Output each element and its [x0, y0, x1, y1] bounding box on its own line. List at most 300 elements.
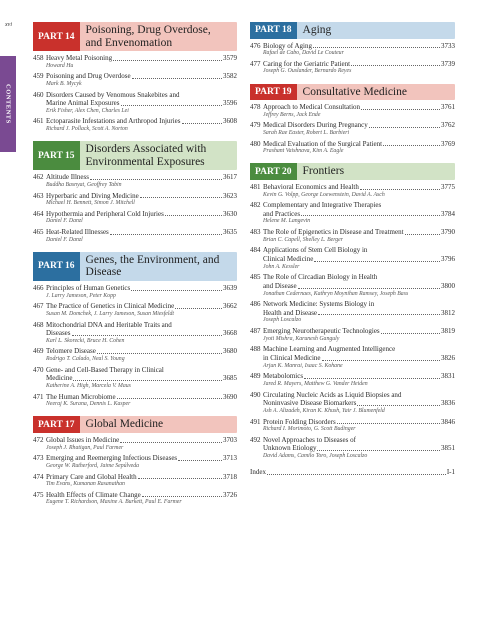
chapter-entry[interactable] — [33, 436, 237, 452]
chapter-number: 484 — [250, 246, 261, 255]
part-header — [250, 22, 455, 39]
dot-leader — [267, 474, 446, 475]
dot-leader — [120, 442, 222, 443]
chapter-title: Applications of Stem Cell Biology in — [263, 246, 368, 255]
chapter-title-cont: Medicine — [46, 374, 73, 383]
chapter-authors: Kevin G. Volpp, George Loewenstein, David A. Asch — [263, 191, 385, 198]
chapter-line — [250, 354, 455, 363]
dot-leader — [301, 215, 440, 216]
chapter-number: 491 — [250, 417, 261, 426]
chapter-title: Poisoning and Drug Overdose — [46, 72, 131, 81]
contents-side-tab — [0, 56, 16, 152]
dot-leader — [405, 234, 440, 235]
chapter-page: 3826 — [441, 354, 455, 363]
chapter-line — [250, 282, 455, 291]
chapter-line — [250, 345, 455, 354]
chapter-line — [250, 183, 455, 192]
chapter-title: Novel Approaches to Diseases of — [263, 435, 356, 444]
part-header — [250, 84, 455, 101]
chapter-authors: Howard Hu — [46, 62, 74, 69]
chapter-title: Behavioral Economics and Health — [263, 182, 359, 191]
chapter-authors: Buddha Basnyat, Geoffrey Tabin — [46, 181, 122, 188]
part-title — [297, 163, 351, 180]
chapter-line — [33, 99, 237, 108]
part-header — [33, 252, 237, 281]
chapter-entry[interactable] — [250, 103, 455, 119]
chapter-title: Medical Evaluation of the Surgical Patient — [263, 139, 383, 148]
chapter-number: 485 — [250, 273, 261, 282]
part-title — [80, 416, 170, 433]
chapter-title: Machine Learning and Augmented Intelligence — [263, 345, 396, 354]
dot-leader — [113, 60, 222, 61]
chapter-line — [250, 60, 455, 69]
part-title-line: Genes, the Environment, and Disease — [85, 253, 220, 279]
chapter-entry[interactable] — [33, 366, 237, 390]
chapter-line — [33, 393, 237, 402]
chapter-number: 481 — [250, 182, 261, 191]
part-title-line: Disorders Associated with — [85, 143, 207, 156]
chapter-page: 3796 — [441, 255, 455, 264]
chapter-entry[interactable] — [33, 173, 237, 189]
chapter-number: 465 — [33, 228, 44, 237]
chapter-number: 458 — [33, 54, 44, 62]
part-title-line: Environmental Exposures — [85, 155, 205, 168]
chapter-entry[interactable] — [250, 60, 455, 76]
chapter-number: 470 — [33, 365, 44, 374]
chapter-authors: Erik Fisher, Alex Chen, Charles Lei — [46, 107, 129, 114]
chapter-authors: Rodrigo T. Calado, Neal S. Young — [46, 356, 125, 363]
chapter-title: Heat-Related Illnesses — [46, 228, 109, 237]
chapter-title: Heavy Metal Poisoning — [46, 54, 113, 62]
chapter-authors: Daniel F. Danzl — [46, 218, 83, 225]
chapter-number: 472 — [33, 435, 44, 444]
chapter-entry[interactable] — [250, 345, 455, 369]
part-label: PART 15 — [33, 141, 80, 170]
part-title-line: Poisoning, Drug Overdose, — [85, 24, 211, 36]
index-label: Index — [250, 468, 266, 477]
dot-leader — [121, 105, 223, 106]
chapter-entry[interactable] — [250, 300, 455, 324]
chapter-entry[interactable] — [33, 91, 237, 115]
chapter-page: 3762 — [441, 121, 455, 130]
chapter-number: 462 — [33, 173, 44, 182]
chapter-line — [250, 228, 455, 237]
dot-leader — [131, 290, 222, 291]
chapter-line — [250, 309, 455, 318]
chapter-number: 474 — [33, 472, 44, 481]
dot-leader — [369, 127, 440, 128]
chapter-number: 461 — [33, 117, 44, 126]
dot-leader — [381, 333, 440, 334]
chapter-page: 3775 — [441, 182, 455, 191]
chapter-page: 3790 — [441, 228, 455, 237]
dot-leader — [317, 450, 440, 451]
chapter-page: 3819 — [441, 327, 455, 336]
chapter-title: Mitochondrial DNA and Heritable Traits and — [46, 320, 172, 329]
part-title — [297, 22, 338, 39]
chapter-title: Network Medicine: Systems Biology in — [263, 300, 375, 309]
chapter-title: Disorders Caused by Venomous Snakebites and — [46, 90, 180, 99]
chapter-title-cont: Diseases — [46, 329, 71, 338]
chapter-title: Emerging and Reemerging Infectious Diseases — [46, 454, 178, 463]
part-title-line: Global Medicine — [85, 418, 164, 431]
chapter-number: 464 — [33, 209, 44, 218]
chapter-entry[interactable] — [33, 117, 237, 133]
chapter-line — [33, 72, 237, 81]
chapter-page: 3718 — [223, 472, 237, 481]
chapter-line — [250, 121, 455, 130]
dot-leader — [142, 496, 222, 497]
chapter-number: 488 — [250, 345, 261, 354]
chapter-title: Medical Disorders During Pregnancy — [263, 121, 368, 130]
chapter-authors: David Adams, Camilo Toro, Joseph Loscalzo — [263, 453, 368, 459]
part-section — [250, 163, 455, 460]
chapter-number: 471 — [33, 392, 44, 401]
part-header — [33, 416, 237, 433]
chapter-title: The Human Microbiome — [46, 392, 116, 401]
part-header — [33, 22, 237, 51]
chapter-page: 3623 — [223, 191, 237, 200]
chapter-number: 473 — [33, 454, 44, 463]
chapter-authors: Jyoti Mishra, Karunesh Ganguly — [263, 335, 340, 342]
chapter-entry[interactable] — [250, 418, 455, 434]
chapter-entry[interactable] — [250, 228, 455, 244]
chapter-authors: George W. Rutherford, Jaime Sepúlveda — [46, 462, 140, 469]
chapter-authors: Katherine A. High, Marcela V. Maus — [46, 382, 131, 389]
chapter-line — [250, 201, 455, 210]
chapter-authors: Joseph J. Rhatigan, Paul Farmer — [46, 444, 124, 451]
chapter-page: 3668 — [223, 329, 237, 338]
part-title — [80, 22, 217, 51]
chapter-title-cont: and Practices — [263, 209, 301, 218]
chapter-line — [33, 491, 237, 500]
dot-leader — [298, 288, 440, 289]
chapter-authors: Jeffrey Berns, Jack Ende — [263, 111, 321, 118]
chapter-line — [250, 372, 455, 381]
chapter-entry[interactable] — [250, 436, 455, 460]
chapter-page: 3831 — [441, 372, 455, 381]
dot-leader — [73, 380, 222, 381]
chapter-line — [33, 210, 237, 219]
part-label: PART 19 — [250, 84, 297, 101]
chapter-number: 468 — [33, 320, 44, 329]
part-section — [33, 416, 237, 506]
chapter-line — [33, 321, 237, 330]
part-label: PART 14 — [33, 22, 80, 51]
chapter-title: The Role of Circadian Biology in Health — [263, 273, 378, 282]
dot-leader — [361, 109, 440, 110]
chapter-line — [33, 302, 237, 311]
chapter-title: Telomere Disease — [46, 347, 96, 356]
chapter-page: 3846 — [441, 417, 455, 426]
chapter-number: 469 — [33, 347, 44, 356]
chapter-entry[interactable] — [33, 302, 237, 318]
dot-leader — [138, 478, 222, 479]
part-section — [33, 252, 237, 408]
part-section — [33, 22, 237, 133]
chapter-line — [250, 300, 455, 309]
chapter-line — [33, 117, 237, 126]
chapter-line — [33, 173, 237, 182]
chapter-authors: Karl L. Skorecki, Bruce H. Cohen — [46, 337, 125, 344]
chapter-authors: Ash A. Alizadeh, Kiran K. Khush, Yair J. Blumenfeld — [263, 407, 385, 414]
chapter-entry[interactable] — [250, 42, 455, 58]
chapter-line — [250, 327, 455, 336]
chapter-entry[interactable] — [250, 183, 455, 199]
chapter-authors: Brian C. Capell, Shelley L. Berger — [263, 236, 343, 243]
chapter-title: Biology of Aging — [263, 41, 313, 50]
chapter-entry[interactable] — [250, 140, 455, 156]
part-label: PART 16 — [33, 252, 80, 281]
part-title-line: Aging — [302, 24, 332, 36]
chapter-number: 483 — [250, 228, 261, 237]
chapter-authors: Michael H. Bennett, Simon J. Mitchell — [46, 200, 135, 207]
chapter-authors: Susan M. Domchek, J. Larry Jameson, Susan Miesfeldt — [46, 310, 174, 317]
chapter-entry[interactable] — [250, 372, 455, 388]
chapter-number: 459 — [33, 72, 44, 81]
chapter-title-cont: Clinical Medicine — [263, 255, 314, 264]
dot-leader — [178, 460, 222, 461]
chapter-authors: Jared R. Mayers, Matthew G. Vander Heiden — [263, 380, 368, 387]
chapter-line — [250, 418, 455, 427]
chapter-authors: Arjun K. Manrai, Isaac S. Kohane — [263, 362, 343, 369]
chapter-page: 3579 — [223, 54, 237, 62]
chapter-authors: Richard I. Morimoto, G. Scott Budinger — [263, 426, 356, 433]
chapter-entry[interactable] — [33, 210, 237, 226]
chapter-page: 3713 — [223, 454, 237, 463]
part-title-line: Frontiers — [302, 165, 345, 178]
chapter-title-cont: in Clinical Medicine — [263, 354, 321, 363]
part-section — [250, 84, 455, 156]
chapter-page: 3685 — [223, 374, 237, 383]
chapter-title: Altitude Illness — [46, 173, 89, 182]
chapter-line — [250, 444, 455, 453]
chapter-title: Metabolomics — [263, 372, 304, 381]
right-column — [250, 22, 455, 477]
part-title — [297, 84, 413, 101]
chapter-number: 487 — [250, 327, 261, 336]
chapter-line — [33, 374, 237, 383]
chapter-authors: Prashant Vaishnava, Kim A. Eagle — [263, 148, 344, 155]
chapter-page: 3739 — [441, 59, 455, 68]
chapter-title-cont: Health and Disease — [263, 308, 318, 317]
chapter-entry[interactable] — [33, 491, 237, 507]
chapter-title: Approach to Medical Consultation — [263, 103, 361, 112]
dot-leader — [322, 360, 440, 361]
part-label: PART 18 — [250, 22, 297, 39]
chapter-line — [33, 436, 237, 445]
dot-leader — [357, 405, 440, 406]
chapter-page: 3617 — [223, 173, 237, 182]
chapter-line — [250, 391, 455, 400]
chapter-number: 490 — [250, 390, 261, 399]
chapter-title: Protein Folding Disorders — [263, 417, 336, 426]
chapter-line — [250, 436, 455, 445]
chapter-title-cont: and Disease — [263, 281, 297, 290]
chapter-line — [33, 192, 237, 201]
chapter-page: 3596 — [223, 99, 237, 108]
chapter-title: Primary Care and Global Health — [46, 472, 137, 481]
chapter-page: 3726 — [223, 490, 237, 499]
dot-leader — [182, 123, 222, 124]
chapter-entry[interactable] — [33, 228, 237, 244]
chapter-authors: Rafael de Cabo, David Le Couteur — [263, 50, 344, 57]
dot-leader — [351, 65, 440, 66]
chapter-number: 477 — [250, 59, 261, 68]
dot-leader — [175, 308, 222, 309]
chapter-entry[interactable] — [33, 284, 237, 300]
dot-leader — [132, 78, 222, 79]
chapter-entry[interactable] — [250, 327, 455, 343]
chapter-authors: Neeraj K. Surana, Dennis L. Kasper — [46, 401, 131, 408]
side-tab-label: CONTENTS — [4, 84, 12, 124]
chapter-entry[interactable] — [33, 54, 237, 70]
chapter-title: Hyperbaric and Diving Medicine — [46, 191, 139, 200]
chapter-number: 478 — [250, 103, 261, 112]
index-page: I-1 — [446, 468, 455, 477]
chapter-entry[interactable] — [33, 454, 237, 470]
chapter-line — [33, 347, 237, 356]
dot-leader — [314, 261, 440, 262]
dot-leader — [318, 314, 440, 315]
left-column — [33, 22, 237, 515]
chapter-title: Hypothermia and Peripheral Cold Injuries — [46, 209, 164, 218]
chapter-authors: Sarah Rae Easter, Robert L. Barbieri — [263, 129, 350, 136]
part-title — [80, 252, 237, 281]
chapter-title: Global Issues in Medicine — [46, 435, 120, 444]
chapter-title: Complementary and Integrative Therapies — [263, 201, 382, 210]
part-section — [250, 22, 455, 76]
chapter-line — [33, 329, 237, 338]
chapter-page: 3635 — [223, 228, 237, 237]
chapter-entry[interactable] — [33, 321, 237, 345]
dot-leader — [97, 353, 222, 354]
chapter-title: Ectoparasite Infestations and Arthropod Injuries — [46, 117, 181, 126]
chapter-entry[interactable] — [33, 347, 237, 363]
chapter-number: 482 — [250, 201, 261, 210]
chapter-page: 3851 — [441, 444, 455, 453]
chapter-authors: Joseph Loscalzo — [263, 317, 302, 324]
chapter-title-cont: Marine Animal Exposures — [46, 99, 120, 108]
chapter-entry[interactable] — [33, 72, 237, 88]
chapter-title: Emerging Neurotherapeutic Technologies — [263, 327, 380, 336]
chapter-page: 3662 — [223, 302, 237, 311]
chapter-line — [250, 42, 455, 51]
chapter-page: 3639 — [223, 283, 237, 292]
dot-leader — [72, 335, 223, 336]
chapter-title: The Role of Epigenetics in Disease and Treatment — [263, 228, 404, 237]
chapter-number: 476 — [250, 41, 261, 50]
dot-leader — [117, 398, 222, 399]
chapter-line — [250, 399, 455, 408]
chapter-line — [250, 140, 455, 149]
chapter-entry[interactable] — [33, 192, 237, 208]
chapter-line — [33, 284, 237, 293]
chapter-number: 489 — [250, 372, 261, 381]
chapter-line — [33, 366, 237, 375]
index-entry[interactable] — [250, 468, 455, 477]
chapter-title: Gene- and Cell-Based Therapy in Clinical — [46, 365, 164, 374]
chapter-entry[interactable] — [250, 121, 455, 137]
chapter-entry[interactable] — [33, 393, 237, 409]
part-header — [33, 141, 237, 170]
chapter-title: The Practice of Genetics in Clinical Medicine — [46, 302, 175, 311]
chapter-title: Health Effects of Climate Change — [46, 490, 141, 499]
chapter-page: 3608 — [223, 117, 237, 126]
dot-leader — [337, 423, 440, 424]
chapter-number: 466 — [33, 283, 44, 292]
chapter-number: 480 — [250, 139, 261, 148]
chapter-line — [33, 454, 237, 463]
chapter-authors: Richard J. Pollack, Scott A. Norton — [46, 126, 128, 133]
chapter-title: Circulating Nucleic Acids as Liquid Biopsies and — [263, 390, 402, 399]
part-title — [80, 141, 213, 170]
chapter-page: 3733 — [441, 41, 455, 50]
chapter-line — [250, 210, 455, 219]
chapter-line — [33, 228, 237, 237]
chapter-number: 463 — [33, 191, 44, 200]
chapter-page: 3690 — [223, 392, 237, 401]
chapter-authors: J. Larry Jameson, Peter Kopp — [46, 292, 116, 299]
dot-leader — [110, 234, 222, 235]
part-section — [33, 141, 237, 244]
chapter-page: 3800 — [441, 281, 455, 290]
dot-leader — [165, 215, 222, 216]
dot-leader — [383, 145, 440, 146]
chapter-page: 3703 — [223, 435, 237, 444]
dot-leader — [313, 47, 440, 48]
chapter-authors: Jonathan Cedernaes, Kathryn Moynihan Ramsey, Joseph Bass — [263, 290, 409, 297]
chapter-authors: Joseph G. Ouslander, Bernardo Reyes — [263, 68, 352, 75]
dot-leader — [304, 378, 440, 379]
chapter-line — [250, 246, 455, 255]
chapter-number: 475 — [33, 490, 44, 499]
chapter-authors: John A. Kessler — [263, 263, 300, 270]
chapter-page: 3812 — [441, 308, 455, 317]
chapter-line — [33, 54, 237, 63]
chapter-line — [250, 255, 455, 264]
chapter-entry[interactable] — [250, 391, 455, 415]
chapter-line — [33, 473, 237, 482]
part-label: PART 20 — [250, 163, 297, 180]
dot-leader — [360, 189, 440, 190]
chapter-page: 3769 — [441, 139, 455, 148]
chapter-title-cont: Noninvasive Disease Biomarkers — [263, 399, 357, 408]
chapter-authors: Helene M. Langevin — [263, 218, 311, 225]
chapter-entry[interactable] — [250, 246, 455, 270]
chapter-entry[interactable] — [33, 473, 237, 489]
chapter-entry[interactable] — [250, 201, 455, 225]
chapter-number: 479 — [250, 121, 261, 130]
chapter-authors: Daniel F. Danzl — [46, 236, 83, 243]
page-number: xvi — [5, 22, 12, 28]
part-label: PART 17 — [33, 416, 80, 433]
dot-leader — [140, 197, 222, 198]
chapter-line — [250, 103, 455, 112]
chapter-page: 3784 — [441, 209, 455, 218]
chapter-number: 467 — [33, 302, 44, 311]
part-title-line: Consultative Medicine — [302, 85, 407, 98]
chapter-line — [250, 273, 455, 282]
chapter-page: 3582 — [223, 72, 237, 81]
part-title-line: and Envenomation — [85, 36, 173, 49]
chapter-number: 486 — [250, 300, 261, 309]
chapter-entry[interactable] — [250, 273, 455, 297]
chapter-page: 3761 — [441, 103, 455, 112]
chapter-authors: Mark B. Mycyk — [46, 80, 82, 87]
chapter-title: Principles of Human Genetics — [46, 283, 131, 292]
chapter-title: Caring for the Geriatric Patient — [263, 59, 351, 68]
